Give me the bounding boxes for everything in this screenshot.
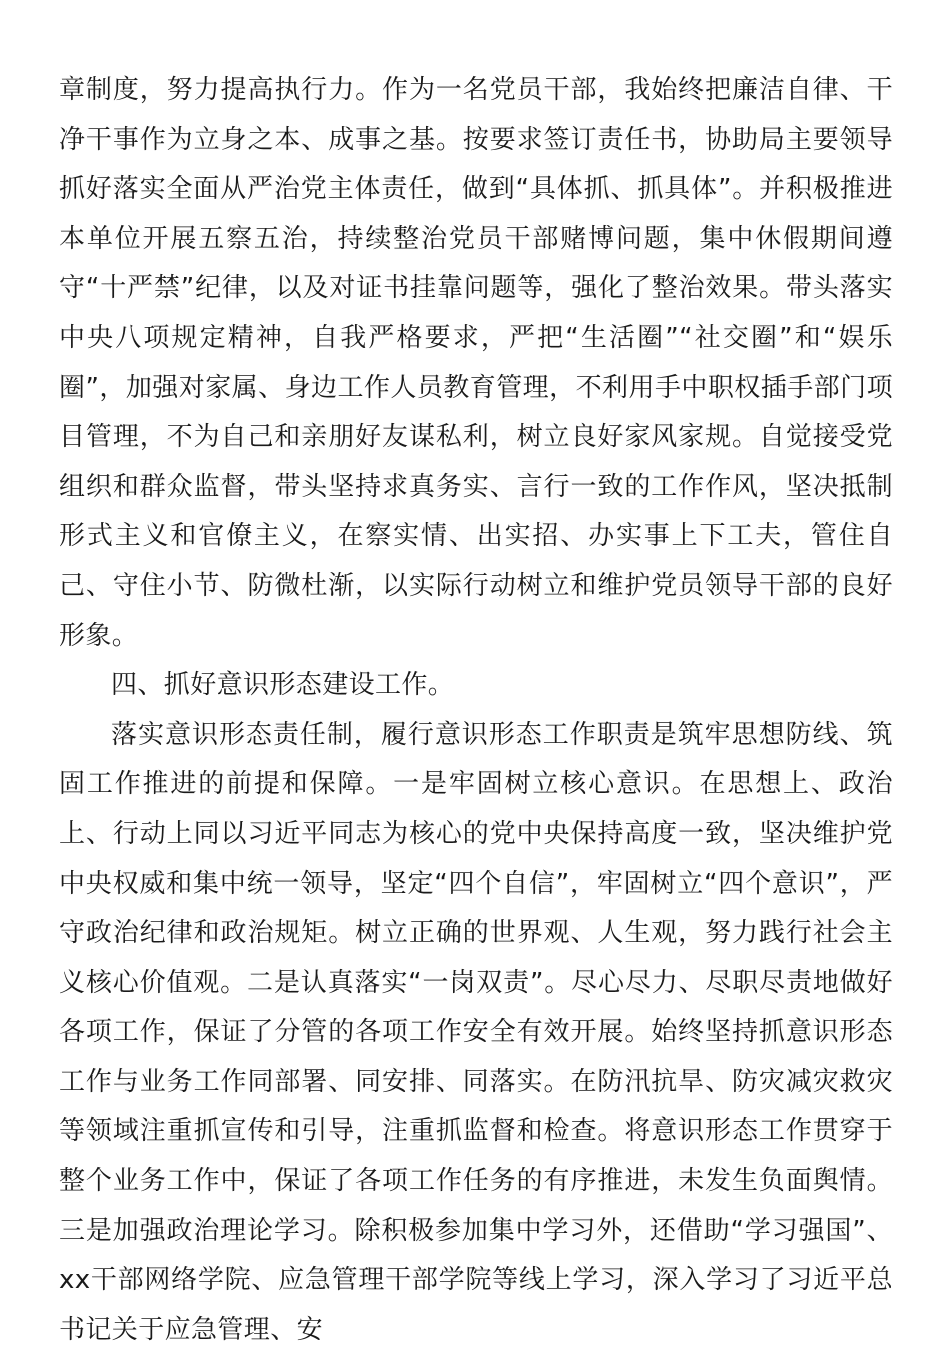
paragraph-discipline: 章制度，努力提高执行力。作为一名党员干部，我始终把廉洁自律、干净干事作为立身之本、成事之基。按要求签订责任书，协助局主要领导抓好落实全面从严治党主体责任，做到“具体抓、抓具体”。并积极推进本单位开展五察五治，持续整治党员干部赌博问题，集中休假期间遵守“十严禁”纪律，以及对证书挂靠问题等，强化了整治效果。带头落实中央八项规定精神，自我严格要求，严把“生活圈”“社交圈”和“娱乐圈”，加强对家属、身边工作人员教育管理，不利用手中职权插手部门项目管理，不为自己和亲朋好友谋私利，树立良好家风家规。自觉接受党组织和群众监督，带头坚持求真务实、言行一致的工作作风，坚决抵制形式主义和官僚主义，在察实情、出实招、办实事上下工夫，管住自己、守住小节、防微杜渐，以实际行动树立和维护党员领导干部的良好形象。 — [59, 75, 893, 651]
document-body — [59, 66, 893, 1355]
paragraph-ideology: 落实意识形态责任制，履行意识形态工作职责是筑牢思想防线、筑固工作推进的前提和保障。一是牢固树立核心意识。在思想上、政治上、行动上同以习近平同志为核心的党中央保持高度一致，坚决维护党中央权威和集中统一领导，坚定“四个自信”，牢固树立“四个意识”，严守政治纪律和政治规矩。树立正确的世界观、人生观，努力践行社会主义核心价值观。二是认真落实“一岗双责”。尽心尽力、尽职尽责地做好各项工作，保证了分管的各项工作安全有效开展。始终坚持抓意识形态工作与业务工作同部署、同安排、同落实。在防汛抗旱、防灾减灾救灾等领域注重抓宣传和引导，注重抓监督和检查。将意识形态工作贯穿于整个业务工作中，保证了各项工作任务的有序推进，未发生负面舆情。三是加强政治理论学习。除积极参加集中学习外，还借助“学习强国”、xx干部网络学院、应急管理干部学院等线上学习，深入学习了习近平总书记关于应急管理、安 — [59, 719, 893, 1345]
section-heading-ideology: 四、抓好意识形态建设工作。 — [111, 670, 455, 701]
